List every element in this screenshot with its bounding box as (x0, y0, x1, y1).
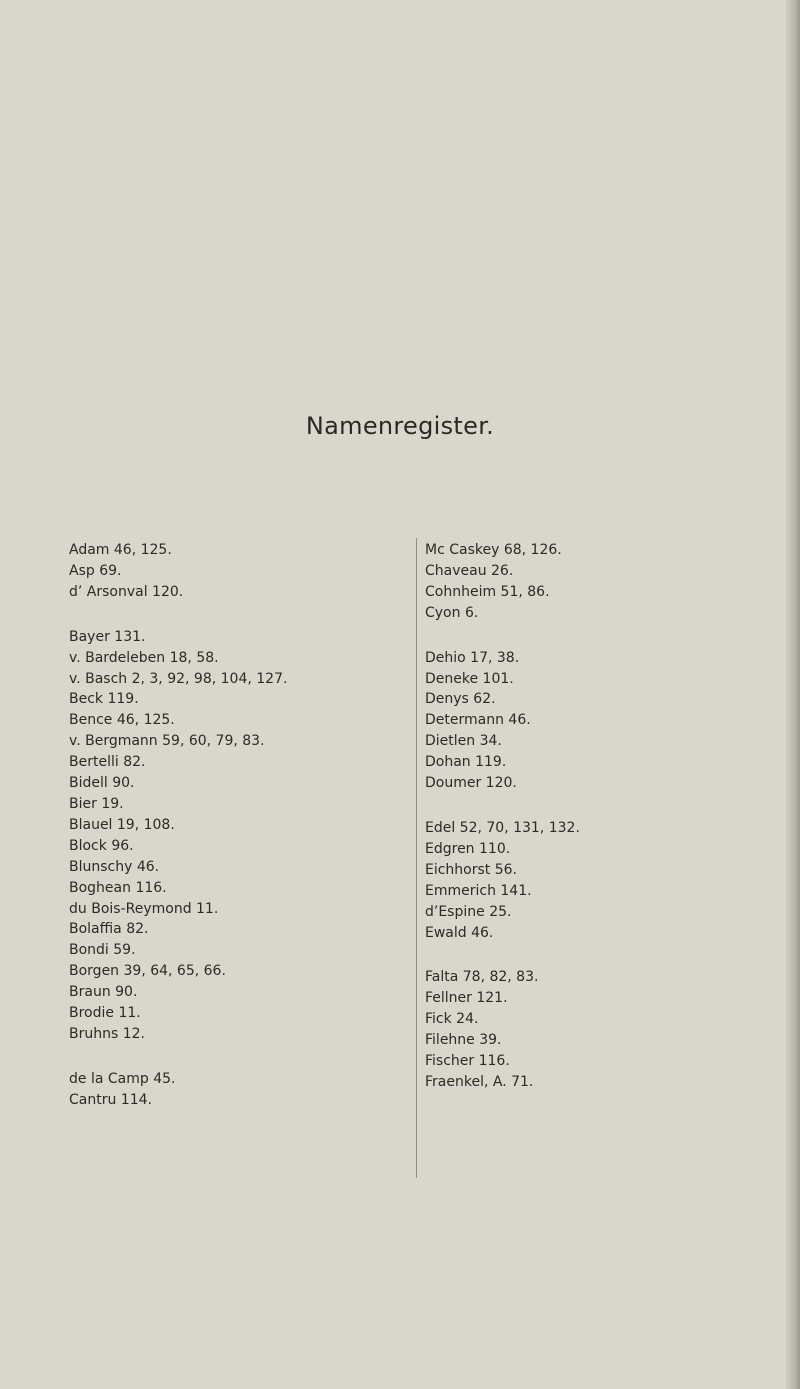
index-entry: d’ Arsonval 120. (69, 583, 184, 600)
index-entry: du Bois-Reymond 11. (69, 900, 219, 917)
index-entry: Asp 69. (69, 562, 122, 579)
index-group-f (425, 967, 785, 1092)
index-entry: Deneke 101. (425, 670, 514, 687)
left-column (69, 540, 389, 1111)
index-entry: Dohan 119. (425, 754, 507, 771)
index-entry: Dietlen 34. (425, 733, 502, 750)
index-group-a (69, 540, 389, 603)
index-entry: Cohnheim 51, 86. (425, 583, 550, 600)
column-divider (416, 538, 417, 1178)
index-entry: Braun 90. (69, 984, 138, 1001)
index-entry: Bence 46, 125. (69, 712, 175, 729)
index-entry: Chaveau 26. (425, 562, 514, 579)
index-entry: Doumer 120. (425, 775, 517, 792)
index-entry: Bertelli 82. (69, 754, 146, 771)
index-entry: v. Basch 2, 3, 92, 98, 104, 127. (69, 670, 288, 687)
index-entry: Edel 52, 70, 131, 132. (425, 819, 580, 836)
index-group-e (425, 818, 785, 943)
index-entry: d’Espine 25. (425, 903, 512, 920)
page-title: Namenregister. (305, 412, 495, 440)
index-entry: Bolaffia 82. (69, 921, 149, 938)
index-entry: Adam 46, 125. (69, 542, 172, 558)
index-entry: Eichhorst 56. (425, 861, 517, 878)
index-entry: Cyon 6. (425, 604, 479, 621)
index-entry: Fischer 116. (425, 1053, 510, 1070)
index-entry: Cantru 114. (69, 1091, 152, 1108)
index-group-d (425, 648, 785, 794)
index-entry: Ewald 46. (425, 924, 494, 941)
index-entry: Edgren 110. (425, 840, 511, 857)
index-entry: Blauel 19, 108. (69, 816, 175, 833)
index-entry: Emmerich 141. (425, 882, 532, 899)
index-entry: v. Bardeleben 18, 58. (69, 649, 219, 666)
index-entry: Borgen 39, 64, 65, 66. (69, 963, 226, 980)
index-entry: Bondi 59. (69, 942, 136, 959)
index-entry: Fraenkel, A. 71. (425, 1073, 534, 1090)
index-entry: Fellner 121. (425, 990, 508, 1007)
page-edge (786, 0, 800, 1389)
index-entry: Beck 119. (69, 691, 139, 708)
index-entry: Bier 19. (69, 795, 124, 812)
right-column (425, 540, 785, 1093)
index-entry: de la Camp 45. (69, 1070, 176, 1087)
index-entry: Dehio 17, 38. (425, 649, 520, 666)
index-group-b (69, 627, 389, 1045)
index-entry: v. Bergmann 59, 60, 79, 83. (69, 733, 265, 750)
index-entry: Bruhns 12. (69, 1025, 145, 1042)
index-group-c (69, 1069, 389, 1111)
index-entry: Determann 46. (425, 712, 531, 729)
index-entry: Boghean 116. (69, 879, 167, 896)
index-entry: Falta 78, 82, 83. (425, 969, 539, 986)
index-entry: Fick 24. (425, 1011, 479, 1028)
index-entry: Filehne 39. (425, 1032, 502, 1049)
index-entry: Blunschy 46. (69, 858, 160, 875)
index-entry: Block 96. (69, 837, 134, 854)
index-group-c-cont (425, 540, 785, 624)
index-entry: Bidell 90. (69, 775, 135, 792)
index-entry: Mc Caskey 68, 126. (425, 542, 562, 558)
index-entry: Bayer 131. (69, 628, 146, 645)
index-entry: Brodie 11. (69, 1005, 141, 1022)
index-entry: Denys 62. (425, 691, 496, 708)
